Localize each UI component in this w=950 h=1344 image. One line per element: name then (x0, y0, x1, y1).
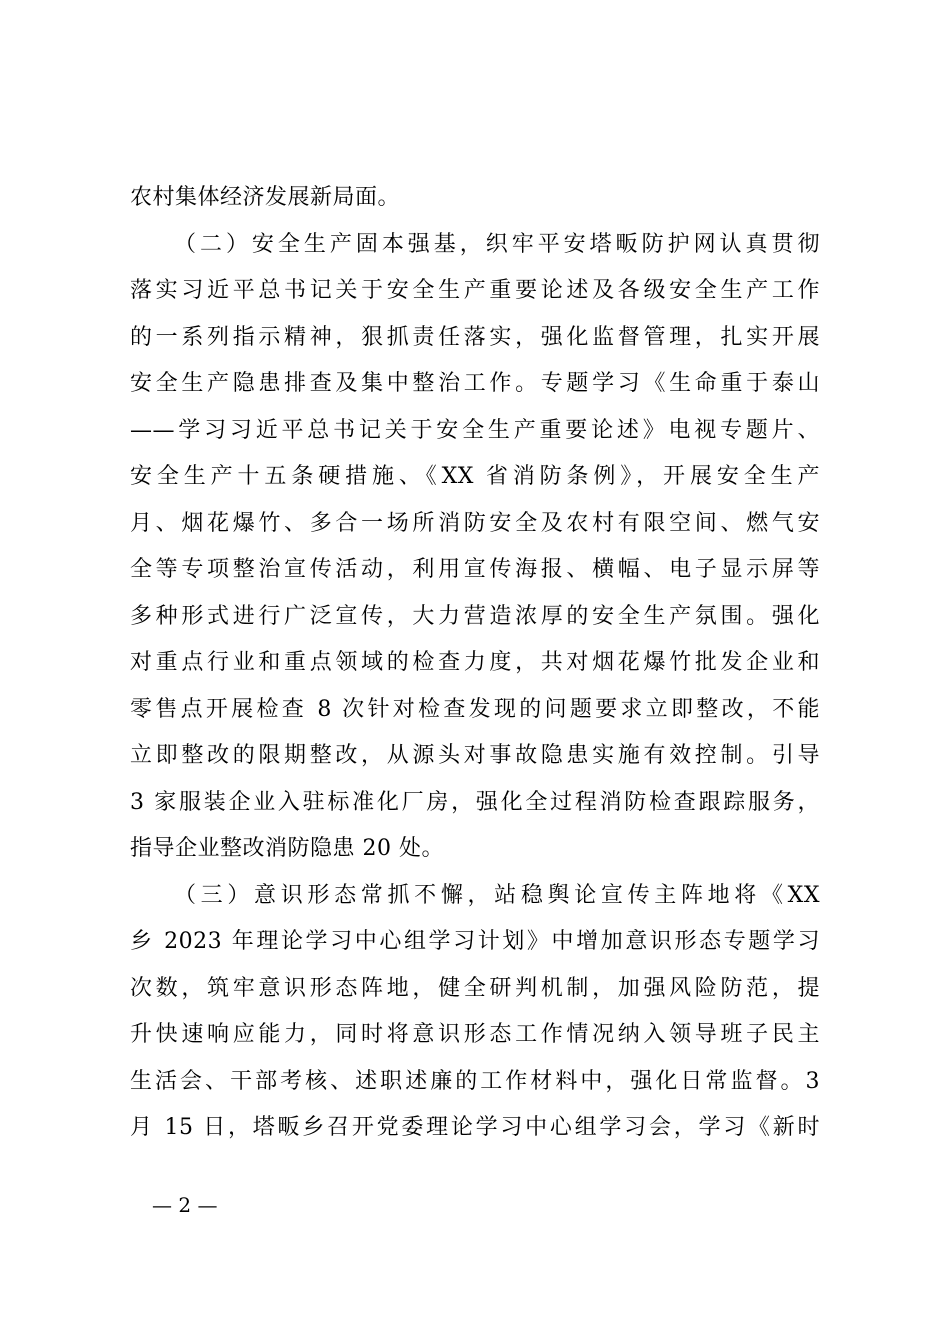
text-line: 安全生产隐患排查及集中整治工作。专题学习《生命重于泰山 (130, 371, 820, 396)
text-line: 的一系列指示精神，狠抓责任落实，强化监督管理，扎实开展 (130, 324, 820, 350)
text-line: ——学习习近平总书记关于安全生产重要论述》电视专题片、 (130, 417, 820, 443)
section-heading-line: （三）意识形态常抓不懈，站稳舆论宣传主阵地将《XX (174, 882, 820, 908)
text-line: 多种形式进行广泛宣传，大力营造浓厚的安全生产氛围。强化 (130, 603, 820, 629)
text-line: 指导企业整改消防隐患 20 处。 (130, 836, 444, 861)
text-line: 生活会、干部考核、述职述廉的工作材料中，强化日常监督。3 (130, 1068, 820, 1094)
page-number: — 2 — (152, 1193, 218, 1217)
body-text (130, 175, 820, 1152)
text-line: 升快速响应能力，同时将意识形态工作情况纳入领导班子民主 (130, 1022, 820, 1047)
section-heading-line: （二）安全生产固本强基，织牢平安塔畈防护网认真贯彻 (174, 231, 820, 257)
text-line: 农村集体经济发展新局面。 (130, 185, 401, 210)
text-line: 乡 2023 年理论学习中心组学习计划》中增加意识形态专题学习 (130, 929, 820, 954)
text-line: 对重点行业和重点领域的检查力度，共对烟花爆竹批发企业和 (130, 650, 820, 675)
text-line: 3 家服装企业入驻标准化厂房，强化全过程消防检查跟踪服务， (130, 789, 820, 815)
text-line: 安全生产十五条硬措施、《XX 省消防条例》，开展安全生产 (130, 464, 820, 489)
text-line: 零售点开展检查 8 次针对检查发现的问题要求立即整改，不能 (130, 696, 820, 722)
text-line: 月 15 日，塔畈乡召开党委理论学习中心组学习会，学习《新时 (130, 1115, 820, 1140)
text-line: 全等专项整治宣传活动，利用宣传海报、横幅、电子显示屏等 (130, 557, 820, 582)
text-line: 月、烟花爆竹、多合一场所消防安全及农村有限空间、燃气安 (130, 510, 820, 536)
text-line: 立即整改的限期整改，从源头对事故隐患实施有效控制。引导 (130, 743, 820, 768)
text-line: 落实习近平总书记关于安全生产重要论述及各级安全生产工作 (130, 278, 820, 303)
text-line: 次数，筑牢意识形态阵地，健全研判机制，加强风险防范，提 (130, 975, 820, 1001)
